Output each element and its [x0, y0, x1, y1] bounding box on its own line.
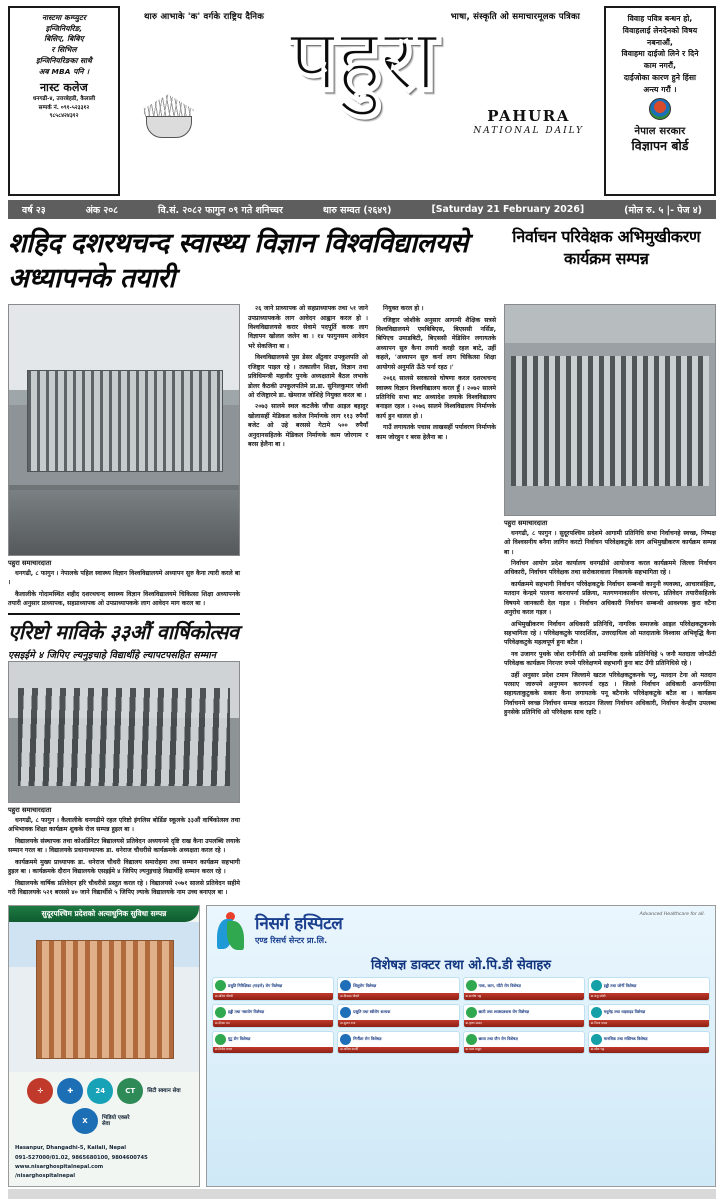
hospital-building-ad[interactable]: [8, 905, 200, 1186]
service-card[interactable]: [212, 1004, 334, 1028]
second-story-body: [8, 816, 240, 897]
masthead-center: [126, 6, 598, 196]
left-ad-mobile: ९८५८४२४३१२: [49, 113, 79, 120]
service-name: हड्डी तथा जोर्नी विशेषज्ञ: [603, 982, 637, 988]
hospital-ad-banner: सुदूरपश्चिम प्रदेशको अत्याधुनिक सुविधा सम्पन्न: [9, 906, 199, 922]
video-xray-logo-icon: X: [72, 1108, 98, 1134]
second-story-subhead: एसइईमे ४ जिपिए ल्यनुइचाहे विद्यार्थीहे ल्यापटपसहित सम्मान: [8, 650, 217, 662]
left-ad-line-5: इन्जिनियरिङका साथै: [36, 55, 92, 65]
lead-col3-para-3: २०६६ सालसे सरकारसे घोषणा करल दशरथचन्द स्वास्थ्य विज्ञान विश्वविद्यालय करल हुँ । २०७२ सालमे प्रतिनिधि सभा बाट अध्यादेश लयाके विश्वविद्यालय बनाइल रहल । २०७६ सालमे विश्वविद्यालय निर्माणके कार्य हुन थालल हो ।: [376, 375, 496, 420]
hospital-english-tagline: Advanced Healthcare for all.: [639, 912, 705, 918]
ct-scan-logo-icon: CT: [117, 1078, 143, 1104]
service-icon: [466, 1007, 477, 1018]
service-doctor: डा.पवन ठाकुर: [464, 1047, 584, 1054]
latin-subtitle: NATIONAL DAILY: [473, 126, 584, 137]
right-ad-line-3: नबनाऔं,: [647, 37, 673, 47]
service-name: हड्डी तथा नसारोग विशेषज्ञ: [228, 1009, 265, 1015]
second-para-3: कार्यक्रममे मुख्य प्राध्यापक डा. धनेराज चौधरी विद्यालय समारोहमा तथा सम्मान कार्यक्रम सहभागी हुइल बा । कार्यक्रमके दौरान विद्यालयके एसइईमे ४ जिपिए ल्यनुइचाहे विद्यार्थीहे सम्मान करल रहे ।: [8, 858, 240, 876]
tharu-samvat: थारु सम्वत (२६४९): [322, 205, 392, 216]
lead-article-col1: [8, 569, 240, 609]
left-ad-college-name: नास्ट कलेज: [39, 81, 89, 95]
service-card[interactable]: [463, 1004, 585, 1028]
service-doctor: डा.विकास चौधरी: [338, 993, 458, 1000]
headline-row: [8, 226, 716, 296]
price-and-pages: (मोल रु. ५ |- पेज ४): [624, 205, 702, 216]
service-card[interactable]: [337, 1004, 459, 1028]
service-icon: [340, 1034, 351, 1045]
hospital-name: निसर्ग हस्पिटल: [255, 914, 343, 935]
service-card[interactable]: [588, 1004, 710, 1028]
second-para-1: धनगढी, ८ फागुन । कैलालीके धनगढीमे रहल एरिष्टो इंगलिस बोर्डिङ स्कूलके ३३औं वार्षिकोत्सव तथा अभिभावक शिक्षा कार्यक्रम शुकके रोज सम्पन्न हुइल बा ।: [8, 816, 240, 834]
service-doctor: डा.सन्तोष भट्ट: [464, 993, 584, 1000]
column-one: [8, 304, 240, 899]
service-doctor: डा.सुजन राना: [338, 1020, 458, 1027]
service-doctor: डा.सरिता चौधरी: [213, 993, 333, 1000]
university-building-photo: [8, 304, 240, 556]
left-ad-address: धनगढी-४, उत्तरबेहडी, कैलाली: [32, 96, 96, 103]
election-observer-group-photo: [504, 304, 716, 516]
issue-number: अंक २०८: [85, 205, 118, 216]
second-para-4: विद्यालयके वार्षिक प्रतिवेदन हरि चौधरीसे प्रस्तुत करल रहे । विद्यालयसे २०७१ सालसे प्रतिवेदन सहीमे गरी विद्यालयके ५२१ बरससे ४० जाने विद्यार्थीसे ५ जिपिए ल्याके विद्यालयके नाम उच्च बनाएल बा ।: [8, 879, 240, 896]
right-ad-line-1: विवाह पवित्र बन्धन हो,: [627, 14, 693, 23]
right-ad-authority-1: नेपाल सरकार: [634, 126, 686, 138]
health-service-logo-icon: ✚: [57, 1078, 83, 1104]
right-para-5: नव उजागर पुथके जोश रानीनीति ओ प्रमाणिक दलके प्रतिनिधिहे ५ जनौ मतदाता जोगउँटी परिवेक्षक कार्यक्रम निरन्तर रुपमे परिवेक्षणमे सहभागी हुना बाट उँगी प्रतिनिधिसे रहे ।: [504, 650, 716, 668]
service-doctor: डा.दीपक बम: [213, 1020, 333, 1027]
hospital-website[interactable]: www.nisarghospitalnepal.com: [15, 1164, 104, 1171]
bottom-advertisement-row: [8, 905, 716, 1186]
services-grid: [207, 977, 715, 1058]
lead-headline: शहिद दशरथचन्द स्वास्थ्य विज्ञान विश्वविद्यालयसे अध्यापनके तयारी: [8, 228, 469, 295]
second-story-byline: पहुरा समाचारदाता: [8, 806, 52, 815]
service-name: मुटु रोग विशेषज्ञ: [228, 1035, 251, 1041]
left-ad-line-4: र सिभिल: [51, 45, 77, 55]
right-ad-line-4: विवाहमा दाईजो लिने र दिने: [621, 49, 699, 59]
video-xray-label: भिडियो एक्सरे सेवा: [102, 1114, 130, 1128]
service-name: छाती तथा श्वासप्रश्वास रोग विशेषज्ञ: [478, 1009, 530, 1015]
right-para-2: निर्वाचन आयोग प्रदेश कार्यालय धनगढीसे आयोजना करल कार्यक्रममे जिल्ला निर्वाचन अधिकारी, निर्वाचन परिवेक्षक तथा सरोकारवाला निकायके सहभागिता रहे ।: [504, 560, 716, 577]
service-icon: [340, 1007, 351, 1018]
right-ad-line-6: दाईजोका कारण हुने हिंसा: [623, 72, 697, 82]
nisarga-hospital-ad[interactable]: [206, 905, 716, 1186]
masthead-latin-name: [473, 107, 584, 138]
service-doctor: डा.राजु जोशी: [589, 993, 709, 1000]
right-para-1: धनगढी, ८ फागुन । सुदूरपश्चिम प्रदेशमे आगामी प्रतिनिधि सभा निर्वाचनहे स्वच्छ, निष्पक्ष ओ विश्वसनीय बनैना लागिन करटो निर्वाचन परिवेक्षकटुके लाग अभिमुखीकरण कार्यक्रम सम्पन्न बा ।: [504, 529, 716, 556]
award-ceremony-photo: [8, 661, 240, 803]
left-ad-line-6: अब MBA पनि ।: [38, 66, 90, 76]
issue-year: वर्ष २३: [22, 205, 46, 216]
left-ad-line-3: बिसिए, बिबिए: [44, 34, 84, 44]
tagline-left: थारु आभाके 'क' वर्गके राष्ट्रिय दैनिक: [144, 12, 265, 22]
column-four: [504, 304, 716, 899]
secondary-headline: निर्वाचन परिवेक्षक अभिमुखीकरण कार्यक्रम सम्पन्न: [512, 227, 701, 268]
service-name: प्रसुति तथा स्त्रीरोग शल्यक: [353, 1009, 391, 1015]
right-article-body: [504, 529, 716, 718]
service-icon: [215, 980, 226, 991]
gregorian-date: [Saturday 21 February 2026]: [431, 204, 585, 215]
hospital-building-photo: [9, 922, 199, 1072]
lead-article-col2: [248, 304, 368, 449]
service-name: नाक, कान, घाँटी रोग विशेषज्ञ: [478, 982, 521, 988]
service-doctor: डा.अनिल कार्की: [338, 1047, 458, 1054]
service-icon: [340, 980, 351, 991]
lead-headline-wrap[interactable]: [8, 226, 487, 296]
service-name: मिर्गौला रोग विशेषज्ञ: [353, 1035, 382, 1041]
service-name: प्रसुति निरिक्षिका (गाइनो) रोग विशेषज्ञ: [228, 982, 283, 988]
issue-date-bar: [8, 200, 716, 219]
emergency-24hr-logo-icon: 24: [87, 1078, 113, 1104]
right-ad-line-7: अन्त्य गरौं ।: [643, 84, 677, 94]
hospital-subname: एण्ड रिसर्च सेन्टर प्रा.लि.: [255, 936, 328, 946]
newspaper-wordmark: पहुरा: [289, 10, 435, 110]
lead-col3-para-1: नियुक्त करल हो ।: [383, 305, 424, 313]
tagline-right: भाषा, संस्कृति ओ समाचारमूलक पत्रिका: [450, 12, 580, 22]
lead-byline: पहुरा समाचारदाता: [8, 559, 52, 568]
hospital-service-logos: [9, 1072, 199, 1140]
lead-col3-para-2: रजिष्ट्रार जोशीके अनुसार आगामी शैक्षिक सत्रसे विश्वविद्यालयमे एमबिबिएस, बिएससी नर्सिङ, बिपिएच उमाडबिटी, बिएससी मेडिसिन लगायतके अध्यापन सुरु कैना तयारी करही रहल बाटे, उहीं कहले, 'अध्यापन सुरु कर्ना लाग चिकित्सा शिक्षा आयोगसे अनुमति ऊँठे पर्ना रहठ ।': [376, 316, 496, 371]
hospital-address: Hasanpur, Dhangadhi-5, Kailali, Nepal: [15, 1145, 126, 1152]
service-name: मधुमेह तथा थाइराइड विशेषज्ञ: [603, 1009, 646, 1015]
lead-col2-para-3: २०७३ सालमे स्थल कटजैके जौंचा आइल बहादुर खोलासहीं मेडिकल कलेज निर्माणके लाग ११३ रुपैयाँ बजेट ओ उहे बरससे गेटामे ५०० रुपैयाँ अनुदानसहितके मेडिकल निर्माणके काम जोरगाम र बरस हेलैना बा ।: [248, 403, 368, 449]
left-advertisement-box[interactable]: [8, 6, 120, 196]
lead-col3-para-4: गाउँ लगायतके पचास लाखसहीं पर्यावरण निर्माणके काम जोरहुन र बरस हेलैना बा ।: [376, 424, 496, 441]
page-footer-strip: [8, 1189, 716, 1199]
nepal-government-emblem-icon: [649, 98, 671, 120]
column-three: [376, 304, 496, 899]
hospital-facebook[interactable]: /nisarghospitalnepal: [15, 1173, 76, 1180]
masthead: [8, 6, 716, 196]
left-ad-line-1: नास्टमा कम्प्युटर: [42, 13, 86, 22]
right-para-4: अभिमुखीकरण निर्वाचन अधिकारी प्रतिनिधि, नागरिक समाजके आइल परिवेक्षकटुकनके सहभागिता रहे । परिवेक्षकटुके पारदर्शिता, उत्तरदायित्व ओ मतदाताके विश्वास अभिवृद्धि कैना परिवेक्षकटुके महत्वपूर्ण हुना बटैल ।: [504, 620, 716, 647]
service-doctor: डा.कृष्ण साउद: [464, 1020, 584, 1027]
ct-scan-label: सिटी स्क्यान सेवा: [147, 1088, 181, 1095]
service-doctor: डा.विनोद रावल: [213, 1047, 333, 1054]
right-advertisement-box[interactable]: [604, 6, 716, 196]
service-card[interactable]: [588, 1031, 710, 1055]
right-article-byline: पहुरा समाचारदाता: [504, 519, 548, 528]
second-para-2: विद्यालयके संस्थापक तथा कोअर्डिनेटर बिद्यालयसे प्रतिवेदन अध्ययनमे दृष्टि राख कैना उपलब्धि लयाके सम्मान गरल बा । विद्यालयके प्रधानाध्यापक डा. धनेराज चौधरीसे कार्यक्रमके अध्यक्षता करल रहे ।: [8, 837, 240, 855]
article-columns: [8, 304, 716, 899]
service-name: शिशुरोग विशेषज्ञ: [353, 982, 377, 988]
service-card[interactable]: [463, 1031, 585, 1055]
left-ad-contact: सम्पर्क नं. ०९१-५२३३१२: [38, 104, 90, 111]
lead-para-1: धनगढी, ८ फागुन । नेपालके पहिल स्वास्थ्य विज्ञान विश्वविद्यालयमे अध्यापन सुरु कैना त्यारी करले बा ।: [8, 569, 240, 587]
service-card[interactable]: [463, 977, 585, 1001]
service-card[interactable]: [212, 977, 334, 1001]
services-title: विशेषज्ञ डाक्टर तथा ओ.पि.डी सेवाहरु: [370, 958, 552, 974]
service-card[interactable]: [337, 977, 459, 1001]
service-icon: [466, 980, 477, 991]
bikram-sambat-date: वि.सं. २०८२ फागुन ०९ गते शनिच्चर: [158, 205, 283, 216]
service-icon: [215, 1034, 226, 1045]
service-name: छाला तथा यौन रोग विशेषज्ञ: [478, 1035, 518, 1041]
right-ad-line-2: विवाहलाई लेनदेनको विषय: [622, 25, 698, 35]
service-icon: [591, 980, 602, 991]
service-name: मानसिक तथा मस्तिष्क विशेषज्ञ: [603, 1035, 648, 1041]
service-icon: [591, 1007, 602, 1018]
masthead-bottom-row: [126, 92, 598, 138]
leaf-logo-icon: [215, 912, 249, 950]
hospital-phone: 091-527000/01.02, 9865680100, 9804600745: [15, 1154, 148, 1161]
service-card[interactable]: [337, 1031, 459, 1055]
right-ad-line-5: काम नगरौं,: [643, 61, 677, 71]
service-doctor: डा.निरज यादव: [589, 1020, 709, 1027]
lead-col2-para-2: विश्वविद्यालयसे पुस डेसर अँठुवार उपकुलपति ओ रजिष्ट्रार पाइल रहे । तत्कालीन शिक्षा, विज्ञान तथा प्रविधिमन्त्री महावीर पुनके अध्यक्षतामे बैठल लभाके डोलर कैठकी उपकुलपतिमे प्रा.डा. सुनिलकुमार जोशी ओ रजिष्ट्रारमे डा. खेमराज जोशिहे नियुक्त करल बा ।: [248, 354, 368, 399]
right-para-3: कार्यक्रममे सहभागी निर्वाचन परिवेक्षकटुके निर्वाचन सम्बन्धी कानुनी व्यवस्था, आचारसंहिता, मतदान केन्द्रमे पालना करनापर्ना प्रक्रिया, मतगणनाकालीन संरचना, प्रतिवेदन तयारीसहितके विषयमे जानकारी देल गइल । निर्वाचन अधिकारी निर्वाचन सम्बन्धी आवश्यक कुरा वटैना अनुरोध करल गइल ।: [504, 580, 716, 617]
basket-logo-icon: [140, 92, 196, 138]
service-icon: [466, 1034, 477, 1045]
nepal-government-logo-icon: ✛: [27, 1078, 53, 1104]
second-story-headline: एरिष्टो माविके ३३औं वार्षिकोत्सव: [8, 620, 239, 645]
service-icon: [591, 1034, 602, 1045]
service-card[interactable]: [588, 977, 710, 1001]
left-ad-line-2: इन्जिनियरिङ,: [45, 23, 83, 33]
service-card[interactable]: [212, 1031, 334, 1055]
latin-title: PAHURA: [487, 107, 571, 126]
service-icon: [215, 1007, 226, 1018]
right-ad-authority-2: विज्ञापन बोर्ड: [631, 138, 689, 154]
lead-col2-para-1: २६ जाने प्राध्यापक ओ सहप्राध्यापक तथा ५१ जाने उपप्राध्यापकके लाग आवेदन आह्वान करल हो । विश्वविद्यालयसे करार सेवामे पदपूर्ति करक लाग विज्ञापन खोलल जलेन बा । १४ फागुनसम आवेदन भरे सेकजिना बा ।: [248, 305, 368, 350]
right-para-6: उहीं अनुसार प्रदेश टमाम जिल्लामे खटल परिवेक्षकटुकनके पनू, मतदान टेना ओ मतदान परसाए जारुपमे अनुगमन करनपर्ना रहठ । जिल्ले निर्वाचन अधिकारी अन्तर्गतिया सहायताकुटुकके सकार कैना लगायतके पनू बटैनाके परिवेक्षकटुके बटैल बा । कार्यक्रम निर्वाचनमे स्वच्छ निर्वाचन सम्पन्न कराउन जिल्ला निर्वाचन अधिकारी, निर्वाचन केन्द्रीय उपलब्ध हुनसेके प्रतिनिधि ओ परिवेक्षक साथ रहटि ।: [504, 671, 716, 717]
lead-article-col3: [376, 304, 496, 442]
secondary-headline-wrap[interactable]: [497, 226, 716, 296]
hospital-contact-block: [9, 1140, 199, 1185]
column-two: [248, 304, 368, 899]
service-doctor: डा.रमेश भट्ट: [589, 1047, 709, 1054]
lead-para-2: कैलालीके गोदामस्थित शहीद दशरथचन्द स्वास्थ्य विज्ञान विश्वविद्यालयमे चिकित्सा शिक्षा अध्यापनके तयारी अनुसार प्राध्यापक, सहप्राध्यापक ओ उपप्राध्यापकके लाग आवेदन माग करल बा ।: [8, 590, 240, 607]
